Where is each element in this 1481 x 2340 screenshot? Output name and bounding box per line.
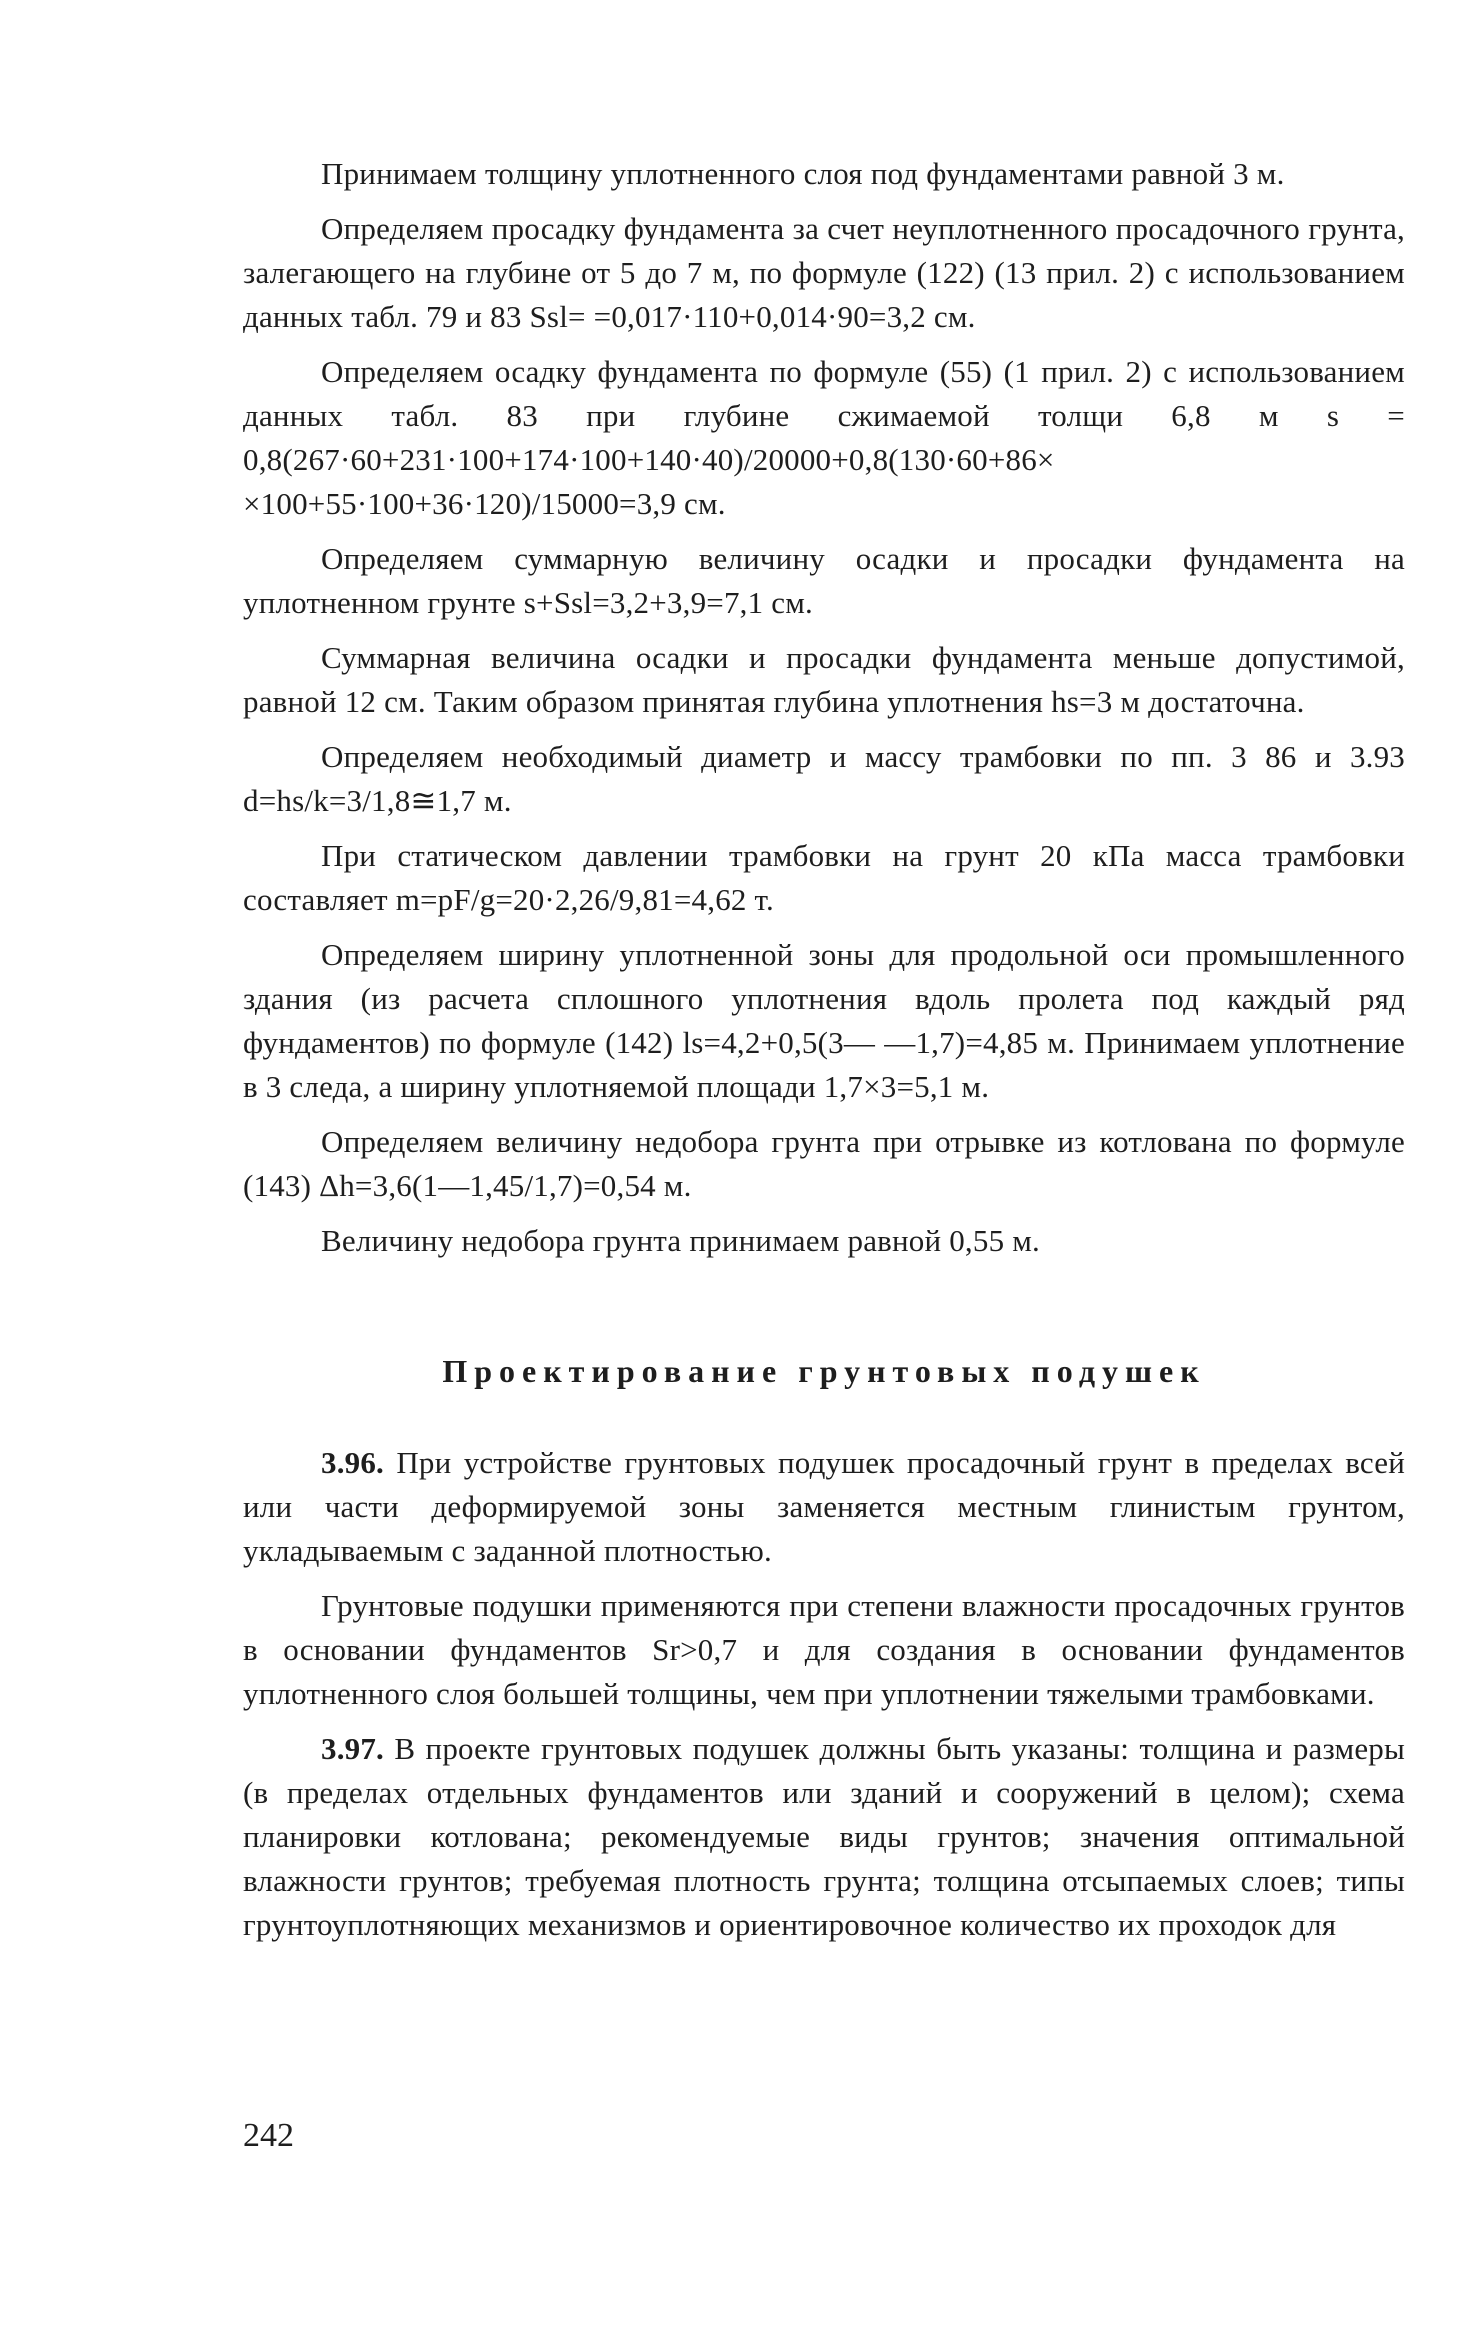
clause-3-97 — [243, 1727, 1405, 1947]
paragraph-cushions-usage: Грунтовые подушки применяются при степени влажности просадочных грунтов в основании фундаментов Sr>0,7 и для создания в основании фундаментов уплотненного слоя большей толщины, чем при уплотнении тяжелыми трамбовками. — [243, 1588, 1405, 1711]
clause-text: При устройстве грунтовых подушек просадочный грунт в пределах всей или части деформируемой зоны заменяется местным глинистым грунтом, укладываемым с заданной плотностью. — [243, 1445, 1405, 1568]
section-heading: Проектирование грунтовых подушек — [442, 1353, 1206, 1389]
page-number: 242 — [243, 2117, 294, 2154]
paragraph-subsidence-calc: Определяем просадку фундамента за счет неуплотненного просадочного грунта, залегающего на глубине от 5 до 7 м, по формуле (122) (13 прил. 2) с использованием данных табл. 79 и 83 Ssl= =0,017·110+0,014·90=3,2 см. — [243, 211, 1405, 334]
paragraph-allowable-check: Суммарная величина осадки и просадки фундамента меньше допустимой, равной 12 см. Таким образом принятая глубина уплотнения hs=3 м достаточна. — [243, 640, 1405, 719]
paragraph-layer-thickness: Принимаем толщину уплотненного слоя под фундаментами равной 3 м. — [321, 156, 1285, 191]
paragraph-rammer-mass: При статическом давлении трамбовки на грунт 20 кПа масса трамбовки составляет m=pF/g=20·2,26/9,81=4,62 т. — [243, 838, 1405, 917]
paragraph-settlement-calc: Определяем осадку фундамента по формуле (55) (1 прил. 2) с использованием данных табл. 83 при глубине сжимаемой толщи 6,8 м s = 0,8(267·60+231·100+174·100+140·40)/20000+0,8(130·60+86× ×100+55·100+36·120)/15000=3,9 см. — [243, 354, 1405, 521]
clause-text: В проекте грунтовых подушек должны быть указаны: толщина и размеры (в пределах отдельных фундаментов или зданий и сооружений в целом); схема планировки котлована; рекомендуемые виды грунтов; значения оптимальной влажности грунтов; требуемая плотность грунта; толщина отсыпаемых слоев; типы грунтоуплотняющих механизмов и ориентировочное количество их проходок для — [243, 1731, 1406, 1942]
clause-3-96 — [243, 1441, 1405, 1573]
clause-number: 3.96. — [321, 1445, 384, 1480]
paragraph-zone-width: Определяем ширину уплотненной зоны для продольной оси промышленного здания (из расчета сплошного уплотнения вдоль пролета под каждый ряд фундаментов) по формуле (142) ls=4,2+0,5(3— —1,7)=4,85 м. Принимаем уплотнение в 3 следа, а ширину уплотняемой площади 1,7×3=5,1 м. — [243, 937, 1405, 1104]
clause-number: 3.97. — [321, 1731, 384, 1766]
main-text — [243, 152, 1405, 1947]
paragraph-shortfall-value: Величину недобора грунта принимаем равной 0,55 м. — [321, 1223, 1040, 1258]
paragraph-shortfall-calc: Определяем величину недобора грунта при отрывке из котлована по формуле (143) Δh=3,6(1—1,45/1,7)=0,54 м. — [243, 1124, 1405, 1203]
paragraph-total-deformation: Определяем суммарную величину осадки и просадки фундамента на уплотненном грунте s+Ssl=3,2+3,9=7,1 см. — [243, 541, 1405, 620]
paragraph-rammer-diameter: Определяем необходимый диаметр и массу трамбовки по пп. 3 86 и 3.93 d=hs/k=3/1,8≅1,7 м. — [243, 739, 1405, 818]
